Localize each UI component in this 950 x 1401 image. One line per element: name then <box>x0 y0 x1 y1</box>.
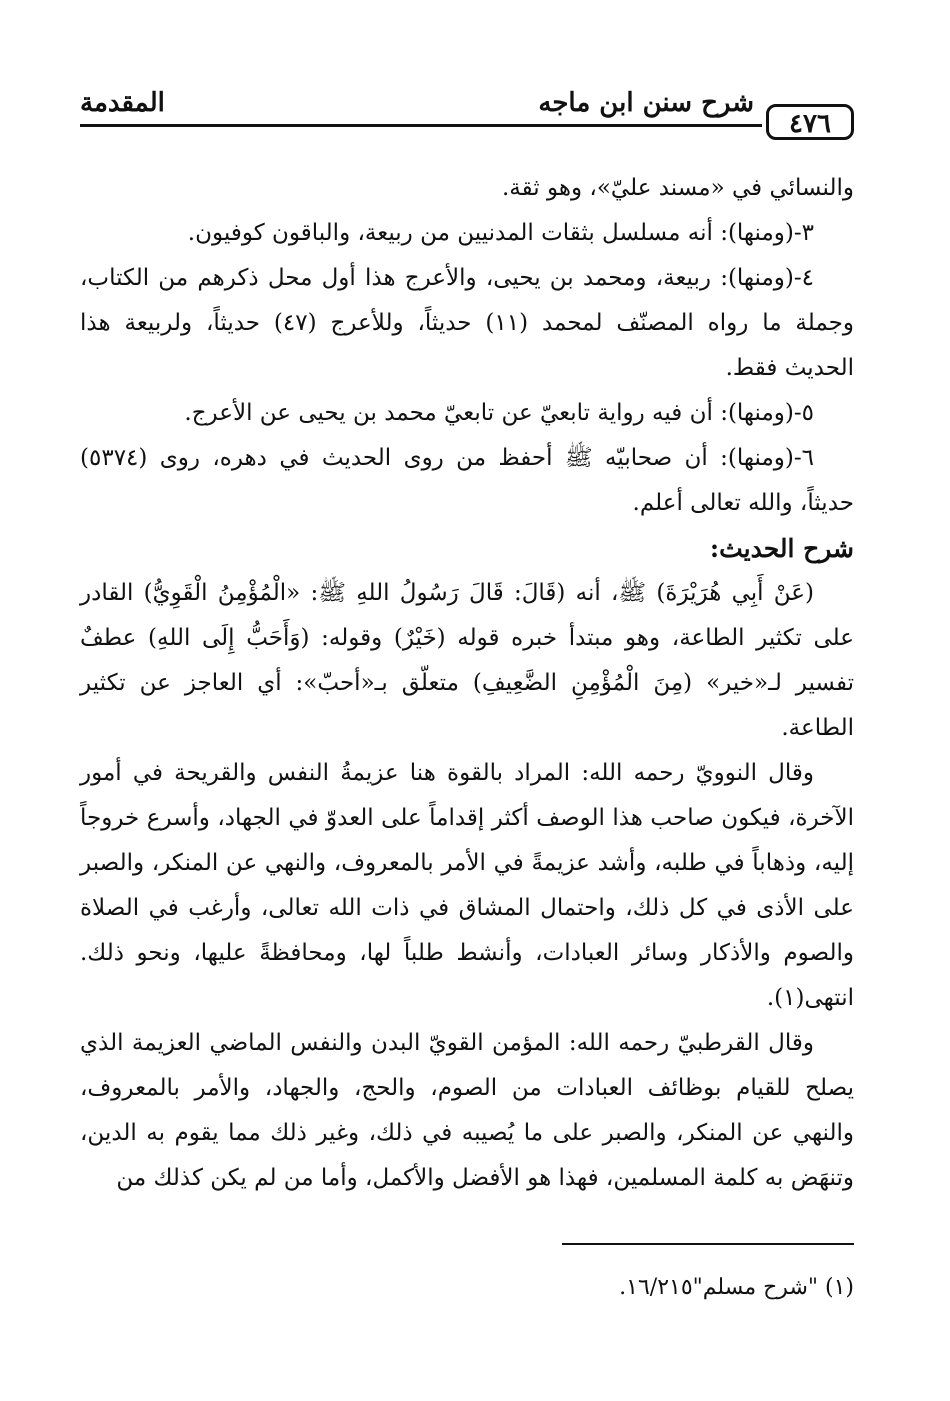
footnote: (١) "شرح مسلم"١٦/٢١٥. <box>619 1275 854 1300</box>
footnote-rule <box>562 1243 854 1245</box>
paragraph: والنسائي في «مسند عليّ»، وهو ثقة. <box>502 175 854 201</box>
paragraph: وقال النوويّ رحمه الله: المراد بالقوة هنا عزيمةُ النفس والقريحة في أمور الآخرة، فيكون صاحب هذا الوصف أكثر إقداماً على العدوّ في الجهاد، وأسرع خروجاً إليه، وذهاباً في طلبه، وأشد عزيمةً في الأمر بالمعروف، والنهي عن المنكر، والصبر على الأذى في كل ذلك، واحتمال المشاق في ذات الله تعالى، وأرغب في الصلاة والصوم والأذكار وسائر العبادات، وأنشط طلباً لها، ومحافظةً عليها، ونحو ذلك. انتهى(١). <box>80 760 854 1011</box>
sub-heading: شرح الحديث: <box>709 534 854 563</box>
section-title: المقدمة <box>80 88 165 118</box>
page-number: ٤٧٦ <box>766 104 854 140</box>
header-rule <box>80 124 762 127</box>
paragraph: ٥-(ومنها): أن فيه رواية تابعيّ عن تابعيّ محمد بن يحيى عن الأعرج. <box>184 400 814 426</box>
paragraph: ٣-(ومنها): أنه مسلسل بثقات المدنيين من ربيعة، والباقون كوفيون. <box>187 220 814 246</box>
page-header <box>80 88 854 148</box>
paragraph: (عَنْ أَبِي هُرَيْرَةَ) ﷺ، أنه (قَالَ: قَالَ رَسُولُ اللهِ ﷺ: «الْمُؤْمِنُ الْقَوِيُّ) القادر على تكثير الطاعة، وهو مبتدأ خبره قوله (خَيْرٌ) وقوله: (وَأَحَبُّ إِلَى اللهِ) عطفٌ تفسير لـ«خير» (مِنَ الْمُؤْمِنِ الضَّعِيفِ) متعلّق بـ«أحبّ»: أي العاجز عن تكثير الطاعة. <box>80 580 854 741</box>
paragraph: ٦-(ومنها): أن صحابيّه ﷺ أحفظ من روى الحديث في دهره، روى (٥٣٧٤) حديثاً، والله تعالى أعلم. <box>80 445 854 516</box>
paragraph: وقال القرطبيّ رحمه الله: المؤمن القويّ البدن والنفس الماضي العزيمة الذي يصلح للقيام بوظائف العبادات من الصوم، والحج، والجهاد، والأمر بالمعروف، والنهي عن المنكر، والصبر على ما يُصيبه في ذلك، وغير ذلك مما يقوم به الدين، وتنهَض به كلمة المسلمين، فهذا هو الأفضل والأكمل، وأما من لم يكن كذلك من <box>80 1030 854 1191</box>
paragraph: ٤-(ومنها): ربيعة، ومحمد بن يحيى، والأعرج هذا أول محل ذكرهم من الكتاب، وجملة ما رواه المصنّف لمحمد (١١) حديثاً، وللأعرج (٤٧) حديثاً، ولربيعة هذا الحديث فقط. <box>80 265 854 381</box>
body-text <box>80 166 854 1201</box>
book-title: شرح سنن ابن ماجه <box>538 88 754 118</box>
